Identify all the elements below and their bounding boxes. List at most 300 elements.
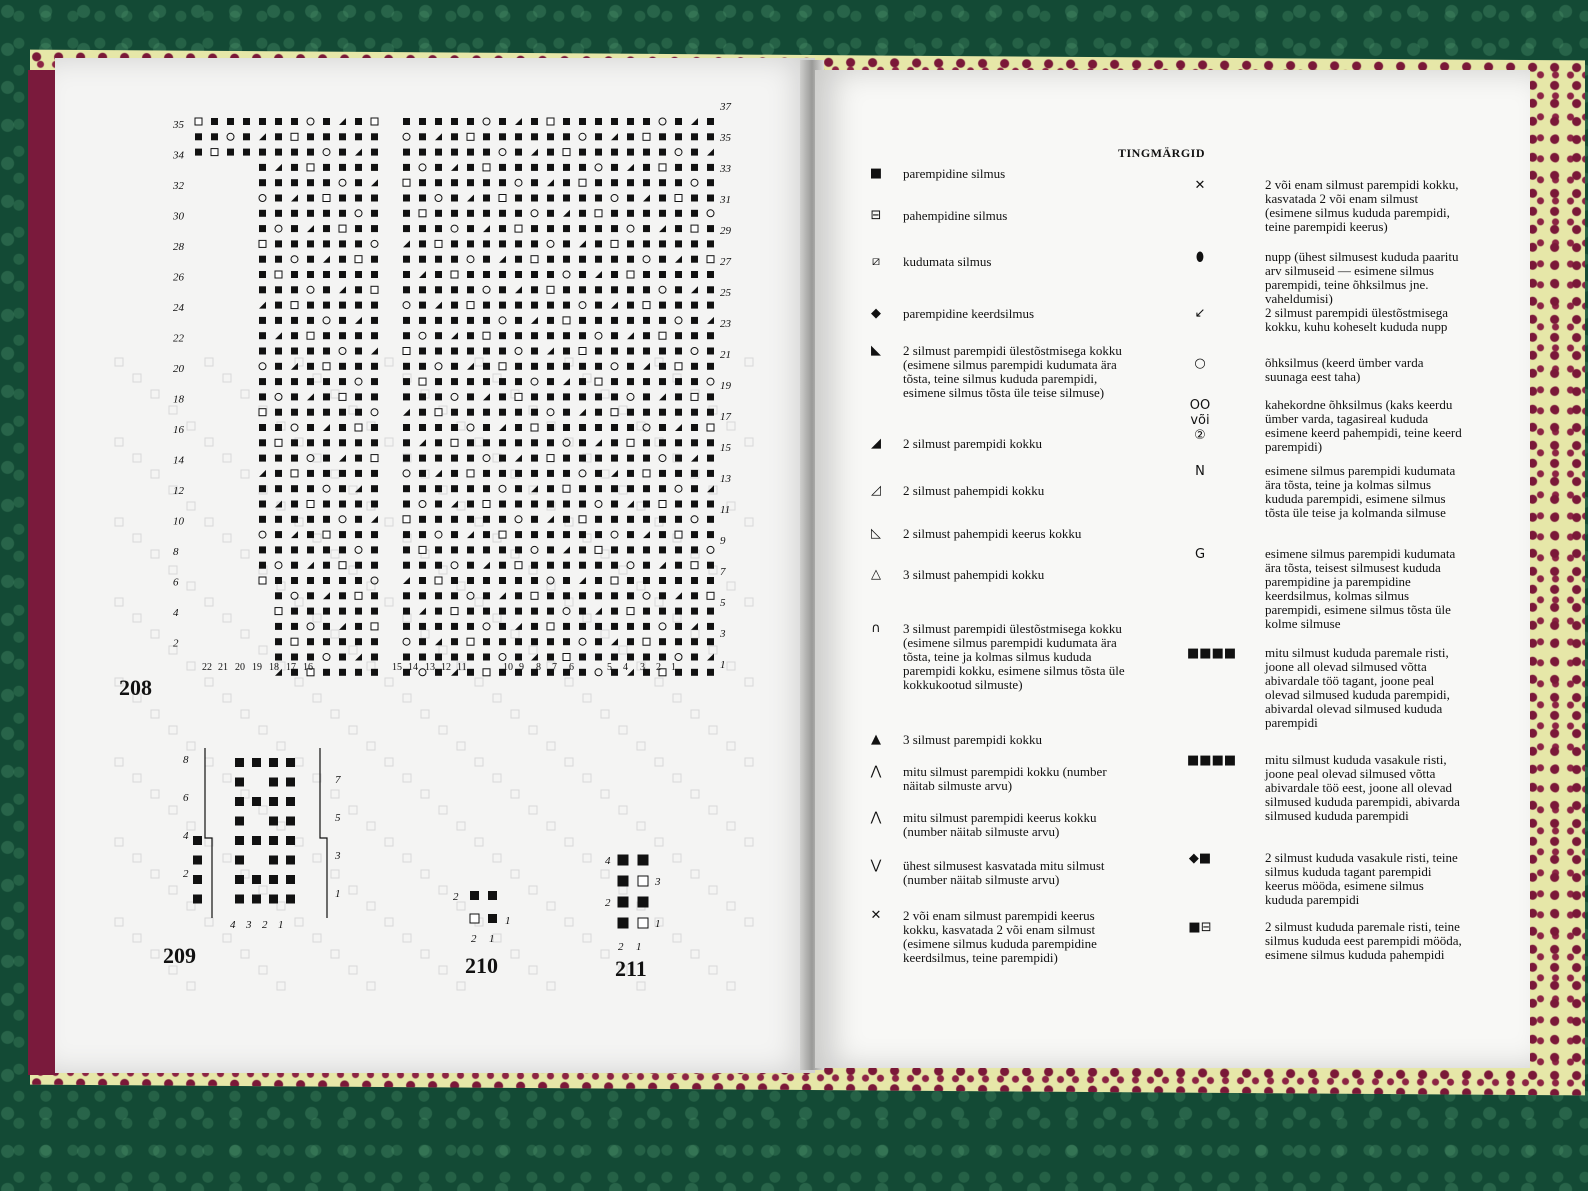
knit-stitch <box>435 608 442 615</box>
row-number: 14 <box>173 454 184 467</box>
yarn-over <box>691 348 698 355</box>
knit-stitch <box>323 669 330 676</box>
show-through-mark <box>313 534 321 542</box>
knit-stitch <box>691 638 698 645</box>
knit-stitch <box>323 562 330 569</box>
knit-stitch <box>483 195 490 202</box>
yarn-over <box>547 577 554 584</box>
yarn-over <box>627 393 634 400</box>
row-number: 16 <box>173 424 184 436</box>
yarn-over <box>403 302 410 309</box>
knit-stitch <box>611 225 618 232</box>
knit-stitch <box>531 516 538 523</box>
show-through-mark <box>241 390 249 398</box>
show-through-mark <box>331 630 339 638</box>
row-number: 13 <box>720 473 731 485</box>
show-through-mark <box>727 422 735 430</box>
knit-stitch <box>307 485 314 492</box>
knit-stitch <box>499 470 506 477</box>
show-through-mark <box>601 710 609 718</box>
knit-stitch <box>451 424 458 431</box>
knit-stitch <box>323 501 330 508</box>
knit-stitch <box>659 516 666 523</box>
knit-stitch <box>371 638 378 645</box>
knit-stitch <box>323 240 330 247</box>
knit-stitch <box>339 424 346 431</box>
show-through-mark <box>223 774 231 782</box>
yarn-over <box>403 470 410 477</box>
decrease-stitch <box>499 256 506 263</box>
knit-stitch <box>403 118 410 125</box>
knit-stitch <box>499 164 506 171</box>
knit-stitch <box>595 393 602 400</box>
knit-stitch <box>307 577 314 584</box>
stitch-number: 17 <box>286 662 296 673</box>
show-through-mark <box>259 646 267 654</box>
row-number: 1 <box>720 659 726 671</box>
stitch-number: 2 <box>656 662 661 673</box>
show-through-mark <box>529 806 537 814</box>
knit-stitch <box>707 669 714 676</box>
knit-stitch <box>451 348 458 355</box>
legend-text: 3 silmust pahempidi kokku <box>903 567 1045 582</box>
legend-text: 3 silmust parempidi kokku <box>903 732 1043 747</box>
purl-stitch <box>707 592 714 599</box>
knit-stitch <box>675 516 682 523</box>
purl-stitch <box>563 654 570 661</box>
knit-stitch <box>355 179 362 186</box>
knit-stitch <box>675 225 682 232</box>
knit-stitch <box>259 286 266 293</box>
purl-stitch <box>291 638 298 645</box>
show-through-mark <box>313 614 321 622</box>
knit-stitch <box>371 424 378 431</box>
legend-title: TINGMÄRGID <box>1118 146 1206 160</box>
purl-stitch <box>547 286 554 293</box>
knit-stitch <box>291 546 298 553</box>
knit-stitch <box>611 393 618 400</box>
knit-stitch <box>611 317 618 324</box>
knit-stitch <box>419 531 426 538</box>
yarn-over <box>515 179 522 186</box>
yarn-over <box>659 118 666 125</box>
row-number: 4 <box>183 830 189 842</box>
knit-stitch <box>659 409 666 416</box>
knit-stitch <box>563 179 570 186</box>
knit-stitch <box>323 302 330 309</box>
knit-stitch <box>307 439 314 446</box>
knit-stitch <box>547 608 554 615</box>
knit-stitch <box>403 501 410 508</box>
knit-stitch <box>627 317 634 324</box>
knit-stitch <box>499 455 506 462</box>
knit-stitch <box>339 256 346 263</box>
knit-stitch <box>467 439 474 446</box>
show-through-mark <box>385 838 393 846</box>
show-through-mark <box>475 758 483 766</box>
knit-stitch <box>675 470 682 477</box>
decrease-stitch <box>627 164 634 171</box>
show-through-mark <box>349 966 357 974</box>
decrease-stitch <box>403 240 410 247</box>
knit-stitch <box>403 332 410 339</box>
knit-stitch <box>275 470 282 477</box>
knit-stitch <box>563 638 570 645</box>
show-through-mark <box>727 742 735 750</box>
yarn-over <box>595 332 602 339</box>
knit-stitch <box>691 470 698 477</box>
knit-stitch <box>323 439 330 446</box>
show-through-mark <box>115 758 123 766</box>
knit-stitch <box>275 638 282 645</box>
knit-stitch <box>419 455 426 462</box>
knit-stitch <box>286 778 295 787</box>
show-through-mark <box>277 822 285 830</box>
decrease-stitch <box>307 393 314 400</box>
purl-stitch <box>371 286 378 293</box>
purl-stitch <box>675 195 682 202</box>
knit-stitch <box>643 348 650 355</box>
knit-stitch <box>307 240 314 247</box>
show-through-mark <box>583 934 591 942</box>
show-through-mark <box>691 710 699 718</box>
legend-text: mitu silmust parempidi keerus kokku (number näitab silmuste arvu) <box>903 810 1097 839</box>
knit-stitch <box>611 179 618 186</box>
knit-stitch <box>355 286 362 293</box>
knit-stitch <box>499 546 506 553</box>
knit-stitch <box>355 271 362 278</box>
knit-stitch <box>515 195 522 202</box>
knit-stitch <box>403 485 410 492</box>
knit-stitch <box>691 195 698 202</box>
knit-stitch <box>269 856 278 865</box>
knit-stitch <box>451 592 458 599</box>
knit-stitch <box>355 638 362 645</box>
yarn-over <box>659 286 666 293</box>
knit-stitch <box>531 302 538 309</box>
knit-stitch <box>451 286 458 293</box>
yarn-over <box>323 485 330 492</box>
knit-stitch <box>419 562 426 569</box>
decrease-stitch <box>611 638 618 645</box>
knit-stitch <box>419 133 426 140</box>
knit-stitch <box>252 836 261 845</box>
decrease-stitch <box>323 592 330 599</box>
decrease-stitch <box>611 133 618 140</box>
show-through-mark <box>691 630 699 638</box>
knit-stitch <box>483 133 490 140</box>
yarn-over <box>371 240 378 247</box>
yarn-over <box>323 654 330 661</box>
knit-stitch <box>339 592 346 599</box>
knit-stitch <box>307 592 314 599</box>
knit-stitch <box>691 608 698 615</box>
show-through-mark <box>385 518 393 526</box>
show-through-mark <box>223 614 231 622</box>
show-through-mark <box>169 886 177 894</box>
knit-stitch <box>371 546 378 553</box>
knit-stitch <box>563 409 570 416</box>
knit-stitch <box>547 485 554 492</box>
show-through-mark <box>331 550 339 558</box>
stitch-number: 9 <box>519 662 524 673</box>
knit-stitch <box>467 179 474 186</box>
show-through-mark <box>439 806 447 814</box>
purl-stitch <box>643 133 650 140</box>
knit-stitch <box>403 393 410 400</box>
row-number: 7 <box>335 774 341 786</box>
purl-stitch <box>403 516 410 523</box>
knit-stitch <box>252 797 261 806</box>
purl-stitch <box>595 378 602 385</box>
yarn-over <box>707 546 714 553</box>
knit-stitch <box>435 485 442 492</box>
knit-stitch <box>643 562 650 569</box>
knit-stitch <box>691 332 698 339</box>
knit-stitch <box>483 638 490 645</box>
knit-stitch <box>470 891 479 900</box>
knit-stitch <box>515 638 522 645</box>
knit-stitch <box>275 179 282 186</box>
knit-stitch <box>499 623 506 630</box>
row-number: 1 <box>335 888 341 900</box>
show-through-mark <box>655 678 663 686</box>
decrease-stitch <box>563 546 570 553</box>
decrease-stitch <box>483 393 490 400</box>
stitch-number: 21 <box>218 662 228 673</box>
show-through-mark <box>565 758 573 766</box>
knit-stitch <box>563 225 570 232</box>
show-through-mark <box>673 614 681 622</box>
purl-stitch <box>531 592 538 599</box>
knit-stitch <box>451 256 458 263</box>
knit-stitch <box>659 531 666 538</box>
knit-stitch <box>499 179 506 186</box>
row-number: 32 <box>173 180 184 192</box>
knit-stitch <box>547 531 554 538</box>
knit-stitch <box>307 195 314 202</box>
legend-text: parempidine silmus <box>903 166 1006 181</box>
knit-stitch <box>618 876 628 886</box>
knit-stitch <box>515 592 522 599</box>
knit-stitch <box>579 286 586 293</box>
purl-stitch <box>259 240 266 247</box>
knit-stitch <box>531 638 538 645</box>
knit-stitch <box>707 562 714 569</box>
knit-stitch <box>515 164 522 171</box>
decrease-stitch <box>707 654 714 661</box>
yarn-over <box>611 531 618 538</box>
knit-stitch <box>323 348 330 355</box>
knit-stitch <box>259 516 266 523</box>
knit-stitch <box>499 393 506 400</box>
knit-stitch <box>275 195 282 202</box>
knit-stitch <box>531 531 538 538</box>
yarn-over <box>579 470 586 477</box>
knit-stitch <box>286 875 295 884</box>
knit-stitch <box>269 758 278 767</box>
knit-stitch <box>531 409 538 416</box>
purl-stitch <box>563 149 570 156</box>
show-through-mark <box>151 950 159 958</box>
knit-stitch <box>435 271 442 278</box>
knit-stitch <box>627 118 634 125</box>
knit-stitch <box>307 256 314 263</box>
purl-stitch <box>435 240 442 247</box>
show-through-mark <box>475 438 483 446</box>
show-through-mark <box>745 598 753 606</box>
knit-stitch <box>707 501 714 508</box>
decrease-stitch <box>691 286 698 293</box>
knit-stitch <box>595 531 602 538</box>
black-right-triangle-icon: ◢ <box>871 436 881 451</box>
stitch-number: 6 <box>569 662 574 673</box>
decrease-stitch <box>627 669 634 676</box>
decrease-stitch <box>371 179 378 186</box>
purl-stitch <box>707 256 714 263</box>
purl-stitch <box>579 516 586 523</box>
knit-stitch <box>419 393 426 400</box>
show-through-mark <box>277 742 285 750</box>
legend-text: kahekordne õhksilmus (kaks keerdu ümber varda, tagasireal kududa esimene keerd pahempidi, teine keerd parempidi) <box>1265 397 1462 454</box>
stitch-number: 19 <box>252 662 262 673</box>
knit-stitch <box>579 271 586 278</box>
show-through-mark <box>547 742 555 750</box>
knit-stitch <box>467 393 474 400</box>
show-through-mark <box>709 806 717 814</box>
knit-stitch <box>211 118 218 125</box>
knit-stitch <box>611 439 618 446</box>
knit-stitch <box>371 393 378 400</box>
show-through-mark <box>457 982 465 990</box>
knit-stitch <box>627 577 634 584</box>
knit-stitch <box>323 577 330 584</box>
show-through-mark <box>223 934 231 942</box>
purl-stitch <box>563 485 570 492</box>
knit-stitch <box>467 485 474 492</box>
knit-stitch <box>707 118 714 125</box>
knit-stitch <box>291 608 298 615</box>
knit-stitch <box>595 516 602 523</box>
knit-stitch <box>435 516 442 523</box>
decrease-stitch <box>259 302 266 309</box>
row-number: 19 <box>720 380 731 392</box>
purl-stitch <box>499 531 506 538</box>
knit-stitch <box>435 378 442 385</box>
show-through-mark <box>583 694 591 702</box>
stitch-number: 20 <box>235 662 245 673</box>
knit-stitch <box>563 133 570 140</box>
knit-stitch <box>323 179 330 186</box>
show-through-mark <box>331 710 339 718</box>
knit-stitch <box>643 608 650 615</box>
decrease-stitch <box>419 439 426 446</box>
knit-stitch <box>611 669 618 676</box>
purl-stitch <box>627 271 634 278</box>
purl-stitch <box>291 470 298 477</box>
knit-stitch <box>467 562 474 569</box>
show-through-mark <box>241 710 249 718</box>
knit-stitch <box>515 378 522 385</box>
knit-stitch <box>618 918 628 928</box>
decrease-stitch <box>659 225 666 232</box>
show-through-mark <box>727 982 735 990</box>
knit-stitch <box>435 332 442 339</box>
decrease-stitch <box>691 118 698 125</box>
knit-stitch <box>531 562 538 569</box>
knit-stitch <box>659 348 666 355</box>
knit-stitch <box>323 470 330 477</box>
knit-stitch <box>451 485 458 492</box>
row-number: 4 <box>605 855 611 867</box>
yarn-over <box>627 225 634 232</box>
knit-stitch <box>643 378 650 385</box>
knit-stitch <box>259 118 266 125</box>
knit-stitch <box>291 118 298 125</box>
knit-stitch <box>307 133 314 140</box>
knit-stitch <box>579 669 586 676</box>
show-through-mark <box>421 870 429 878</box>
knit-stitch <box>638 855 648 865</box>
knit-stitch <box>435 455 442 462</box>
knit-stitch <box>419 485 426 492</box>
knit-stitch <box>371 654 378 661</box>
boxed-minus-icon: ⊟ <box>870 208 882 223</box>
yarn-over <box>659 455 666 462</box>
yarn-over <box>467 256 474 263</box>
knit-stitch <box>483 485 490 492</box>
knit-stitch <box>659 240 666 247</box>
purl-stitch <box>323 531 330 538</box>
knit-stitch <box>531 577 538 584</box>
yarn-over <box>531 378 538 385</box>
knit-stitch <box>483 470 490 477</box>
knit-stitch <box>371 332 378 339</box>
knit-stitch <box>403 531 410 538</box>
knit-stitch <box>707 638 714 645</box>
knit-stitch <box>355 608 362 615</box>
decrease-stitch <box>611 470 618 477</box>
knit-stitch <box>579 455 586 462</box>
show-through-mark <box>583 774 591 782</box>
knit-stitch <box>403 592 410 599</box>
knit-stitch <box>323 210 330 217</box>
knit-stitch <box>531 225 538 232</box>
yarn-over <box>307 118 314 125</box>
knit-stitch <box>451 638 458 645</box>
knit-stitch <box>515 256 522 263</box>
knit-stitch <box>355 118 362 125</box>
decrease-stitch <box>643 195 650 202</box>
knit-stitch <box>595 149 602 156</box>
knit-stitch <box>467 654 474 661</box>
knit-stitch <box>193 895 202 904</box>
purl-stitch <box>467 133 474 140</box>
knit-stitch <box>483 149 490 156</box>
knit-stitch <box>275 516 282 523</box>
knit-stitch <box>403 286 410 293</box>
knit-stitch <box>259 164 266 171</box>
knit-stitch <box>323 409 330 416</box>
knit-stitch <box>323 455 330 462</box>
knit-stitch <box>595 256 602 263</box>
knit-stitch <box>483 378 490 385</box>
legend-text: õhksilmus (keerd ümber varda suunaga eest taha) <box>1265 355 1424 384</box>
knit-stitch <box>579 363 586 370</box>
knit-stitch <box>595 409 602 416</box>
knit-stitch <box>286 856 295 865</box>
knit-stitch <box>675 439 682 446</box>
